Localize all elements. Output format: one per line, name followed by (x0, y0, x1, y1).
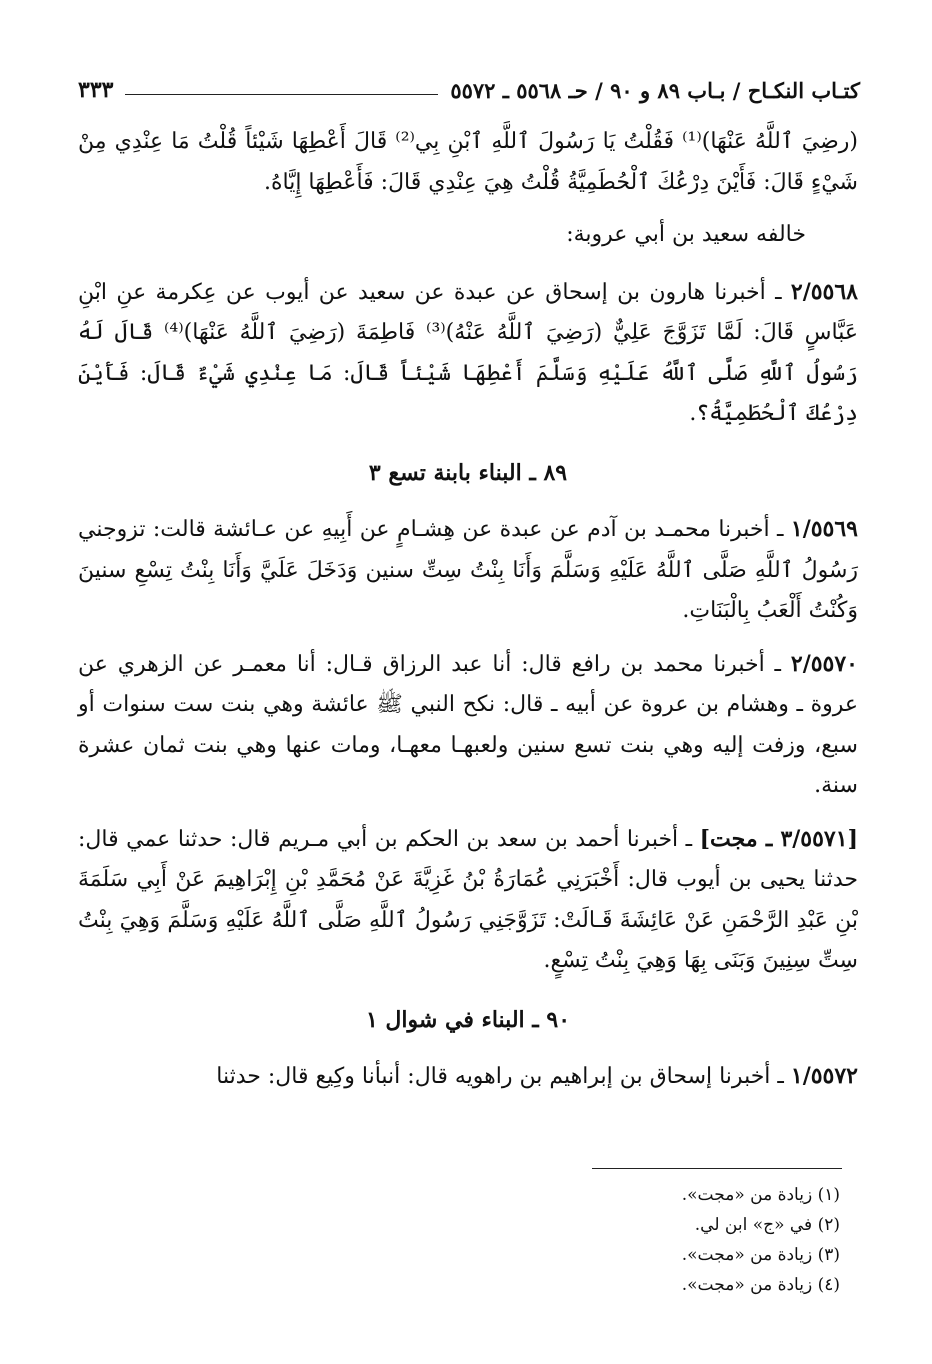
chapter-heading: ٨٩ ـ البناء بابنة تسع ٣ (368, 459, 568, 486)
footnote-separator (592, 1168, 842, 1169)
header-rule (125, 94, 438, 95)
footnote: (١) زيادة من «مجت». (681, 1185, 840, 1205)
hadith-number: ١/٥٥٦٩ (790, 516, 858, 542)
paragraph-continuation (78, 122, 858, 203)
running-header (78, 72, 860, 108)
page-number: ٣٣٣ (78, 77, 114, 103)
footnote: (٣) زيادة من «مجت». (681, 1245, 840, 1265)
paragraph-note (78, 215, 858, 256)
hadith-paragraph (78, 819, 858, 982)
hadith-number: ٢/٥٥٧٠ (790, 650, 858, 677)
paragraph-text: (رضِيَ ٱللَّهُ عَنْهَا)⁽¹⁾ فَقُلْتُ يَا رَسُولَ ٱللَّهِ ٱبْنِ بِي⁽²⁾ قَالَ أَعْطِهَا شَيْئاً قُلْتُ مَا عِنْدِي مِنْ شَيْءٍ قَالَ: فَأَيْنَ دِرْعُكَ ٱلْحُطَمِيَّةُ قُلْتُ هِيَ عِنْدِي قَالَ: فَأَعْطِهَا إِيَّاهُ. (78, 129, 858, 195)
hadith-number: [٣/٥٥٧١ ـ مجت] (699, 825, 858, 852)
hadith-number: ١/٥٥٧٢ (790, 1063, 858, 1089)
footnote: (٤) زيادة من «مجت». (681, 1275, 840, 1295)
hadith-paragraph (78, 1056, 858, 1098)
main-text (78, 122, 858, 1110)
footnote: (٢) في «ج» ابن لي. (694, 1215, 840, 1235)
hadith-text: ـ أخبرنا أحمد بن سعد بن الحكم بن أبي مـريم قال: حدثنا عمي قال: حدثنا يحيى بن أيوب قال: أَخْبَرَنِي عُمَارَةُ بْنُ غَزِيَّةَ عَنْ مُحَمَّدِ بْنِ إِبْرَاهِيمَ عَنْ أَبِي سَلَمَةَ بْنِ عَبْدِ الرَّحْمَنِ عَنْ عَائِشَةَ قَـالَتْ: تَزَوَّجَنِي رَسُولُ ٱللَّهِ صَلَّى ٱللَّهُ عَلَيْهِ وَسَلَّمَ وَهِيَ بِنْتُ سِتِّ سِنِينَ وَبَنَى بِهَا وَهِيَ بِنْتُ تِسْعٍ. (78, 826, 858, 973)
paragraph-text: خالفه سعيد بن أبي عروبة: (566, 222, 806, 247)
header-title: كتـاب النكـاح / بـاب ٨٩ و ٩٠ / حـ ٥٥٦٨ ـ ٥٥٧٢ (450, 77, 860, 103)
hadith-text: ـ أخبرنا محمد بن رافع قال: أنا عبد الرزاق قـال: أنا معمـر عن الزهري عن عروة ـ وهشام بن عروة عن أبيه ـ قال: نكح النبي ﷺ عائشة وهي بنت ست سنوات أو سبع، وزفت إليه وهي بنت تسع سنين ولعبهـا معهـا، ومات عنها وهي بنت ثمان عشرة سنة. (78, 651, 859, 798)
footnotes (682, 1180, 840, 1300)
hadith-text: ـ أخبرنا محمـد بن آدم عن عبدة عن هِشـامٍ عن أَبِيهِ عن عـائشة قالت: تزوجني رَسُولُ ٱللَّهِ صَلَّى ٱللَّهُ عَلَيْهِ وَسَلَّمَ وَأَنَا بِنْتُ سِتِّ سنين وَدَخَلَ عَلَيَّ وَأَنَا بِنْتُ تِسْعِ سنينَ وَكُنْتُ أَلْعَبُ بِالْبَنَاتِ. (78, 517, 858, 623)
hadith-number: ٢/٥٥٦٨ (790, 278, 858, 305)
chapter-heading: ٩٠ ـ البناء في شوال ١ (365, 1006, 571, 1033)
hadith-paragraph (78, 272, 858, 435)
hadith-paragraph (78, 644, 858, 807)
hadith-text: ـ أخبرنا إسحاق بن إبراهيم بن راهويه قال: أنبأنا وكِيع قال: حدثنا (216, 1064, 784, 1089)
hadith-text: ـ أخبرنا هارون بن إسحاق عن عبدة عن سعيد عن أيوب عن عِكرمة عنِ ابْنِ عَبَّاسٍ قَالَ: لَمَّا تَزَوَّجَ عَلِيٌّ (رَضِيَ ٱللَّهُ عَنْهُ)⁽³⁾ فَاطِمَةَ (رَضِيَ ٱللَّهُ عَنْهَا)⁽⁴⁾ قَالَ لَهُ رَسُولُ ٱللَّهِ صَلَّى ٱللَّهُ عَلَيْهِ وَسَلَّمَ أَعْطِهَا شَيْئاً قَالَ: مَا عِنْدِي شَيْءٌ قَالَ: فَأَيْنَ دِرْعُكَ ٱلْحُطَمِيَّةُ؟. (78, 279, 859, 426)
hadith-paragraph (78, 509, 858, 632)
